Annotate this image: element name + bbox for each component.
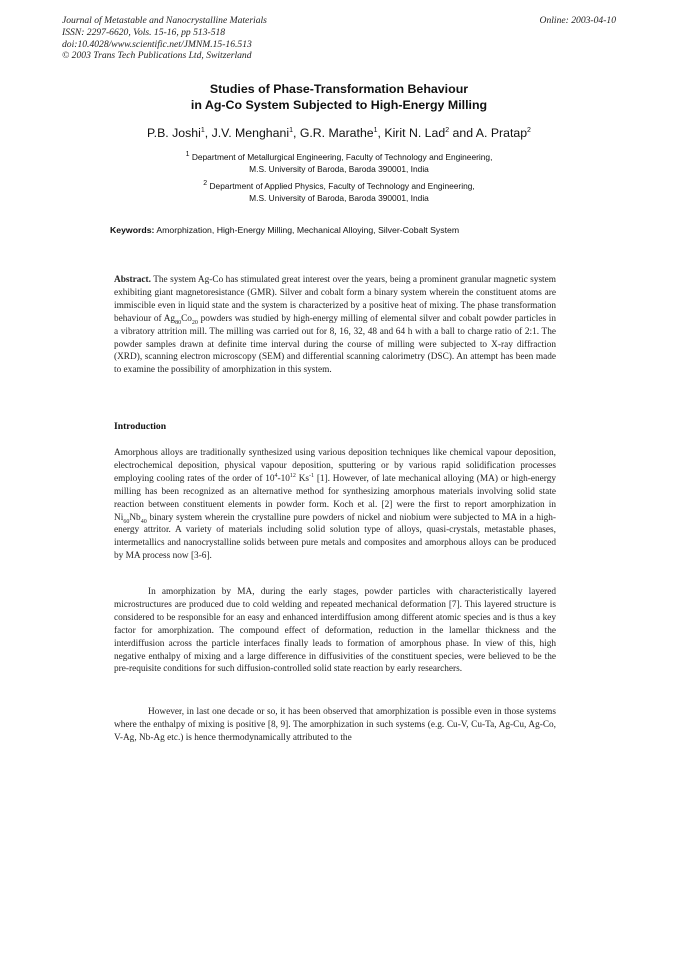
affiliation-line: Department of Applied Physics, Faculty of Technology and Engineering, [209, 181, 475, 191]
author-affiliation-mark: 2 [445, 126, 450, 134]
subscript: 60 [123, 518, 130, 525]
intro-paragraph-2: In amorphization by MA, during the early stages, powder particles with characteristically layered microstructures are produced due to cold welding and repeated mechanical deformation [7]. This layered structure is considered to be responsible for an easy and enhanced interdiffusion among different atomic species and is thus a key factor for amorphization. The compound effect of deformation, reduction in the lamellar thickness and the interdiffusion across the particle interfaces finally leads to formation of amorphous phase. In view of this, high negative enthalpy of mixing and a large difference in diffusivities of the constituent species, were believed to be the pre-requisite conditions for such diffusion-controlled solid state reaction by early researchers. [114, 587, 556, 675]
paragraph-text: -10 [277, 473, 290, 484]
affiliation-number: 2 [203, 180, 208, 188]
paragraph-text: binary system wherein the crystalline pure powders of nickel and niobium were subjected to MA in a high-energy attritor. A variety of materials including solid solution type of alloys, quasi-crystals, metastable phases, intermetallics and nanocrystalline solids between pure metals and composites and amorphous alloys can be produced by MA process now [3-6]. [114, 512, 556, 562]
paragraph-text: Ks [295, 473, 310, 484]
affiliation-line: M.S. University of Baroda, Baroda 390001, India [249, 192, 429, 203]
title-line-2: in Ag-Co System Subjected to High-Energy Milling [190, 97, 488, 112]
superscript: 12 [289, 472, 296, 479]
affiliation-line: Department of Metallurgical Engineering, Faculty of Technology and Engineering, [191, 152, 493, 162]
abstract-paragraph [114, 274, 556, 377]
author-name: J.V. Menghani [211, 126, 290, 140]
keywords [110, 225, 459, 235]
title-line-1: Studies of Phase-Transformation Behaviour [209, 82, 469, 96]
doi-line[interactable]: doi:10.4028/www.scientific.net/JMNM.15-16.513 [62, 38, 252, 50]
affiliation-line: M.S. University of Baroda, Baroda 390001, India [249, 163, 429, 174]
affiliation-1 [0, 152, 678, 176]
superscript: 4 [274, 472, 278, 479]
online-date: Online: 2003-04-10 [539, 15, 616, 26]
abstract-text: powders was studied by high-energy milling of elemental silver and cobalt powder particles in a vibratory attrition mill. The milling was carried out for 8, 16, 32, 48 and 64 h with a ball to charge ratio of 2:1. The powder samples drawn at definite time interval during the course of milling were subjected to X-ray diffraction (XRD), scanning electron microscopy (SEM) and differential scanning calorimetry (DSC). An attempt has been made to examine the possibility of amorphization in this system. [114, 313, 556, 376]
subscript: 80 [175, 319, 182, 326]
author-separator: , [377, 126, 385, 140]
keywords-text: Amorphization, High-Energy Milling, Mechanical Alloying, Silver-Cobalt System [156, 225, 460, 235]
affiliation-2 [0, 181, 678, 205]
paragraph-text: Amorphous alloys are traditionally synthesized using various deposition techniques like chemical vapour deposition, electrochemical deposition, physical vapour deposition, sputtering or by various rapid solidification processes employing cooling rates of the order of 10 [114, 448, 556, 484]
author-name: G.R. Marathe [299, 126, 374, 140]
author-separator: , [204, 126, 212, 140]
author-list [0, 126, 678, 140]
affiliation-number: 1 [185, 151, 190, 159]
superscript: -1 [309, 472, 315, 479]
intro-paragraph-3: However, in last one decade or so, it has been observed that amorphization is possible even in those systems where the enthalpy of mixing is positive [8, 9]. The amorphization in such systems (e.g. Cu-V, Cu-Ta, Ag-Cu, Ag-Co, V-Ag, Nb-Ag etc.) is hence thermodynamically attributed to the [114, 707, 556, 743]
abstract-label: Abstract. [114, 275, 151, 285]
journal-header [62, 15, 267, 62]
issn-line: ISSN: 2297-6620, Vols. 15-16, pp 513-518 [62, 26, 226, 38]
author-affiliation-mark: 1 [373, 126, 378, 134]
author-separator: and [449, 126, 476, 140]
paragraph-text: [1]. However, of late mechanical alloying (MA) or high-energy milling has been recognized as an alternative method for synthesizing amorphous materials involving solid state reaction between constituent elements in powder form. Koch et al. [2] were the first to report amorphization in Ni [114, 473, 556, 523]
paragraph-text: Nb [129, 512, 141, 523]
intro-paragraph-1 [114, 447, 556, 563]
abstract-text: The system Ag-Co has stimulated great interest over the years, being a prominent granular magnetic system exhibiting giant magnetoresistance (GMR). Silver and cobalt form a binary system wherein the constituent atoms are immiscible even in liquid state and the system is characterized by a positive heat of mixing. The phase transformation behaviour of Ag [114, 275, 557, 324]
subscript: 40 [140, 518, 147, 525]
section-heading-introduction: Introduction [114, 421, 167, 432]
author-affiliation-mark: 1 [289, 126, 293, 134]
author-name: P.B. Joshi [147, 126, 201, 140]
abstract-text: Co [181, 313, 192, 324]
subscript: 20 [191, 319, 198, 326]
author-affiliation-mark: 2 [527, 126, 531, 134]
keywords-label: Keywords: [110, 225, 155, 235]
author-separator: , [292, 126, 300, 140]
journal-name: Journal of Metastable and Nanocrystalline Materials [62, 15, 267, 26]
copyright-line: © 2003 Trans Tech Publications Ltd, Switzerland [62, 50, 252, 62]
author-affiliation-mark: 1 [200, 126, 205, 134]
paper-title [0, 82, 678, 113]
author-name: A. Pratap [475, 126, 528, 140]
author-name: Kirit N. Lad [384, 126, 446, 140]
